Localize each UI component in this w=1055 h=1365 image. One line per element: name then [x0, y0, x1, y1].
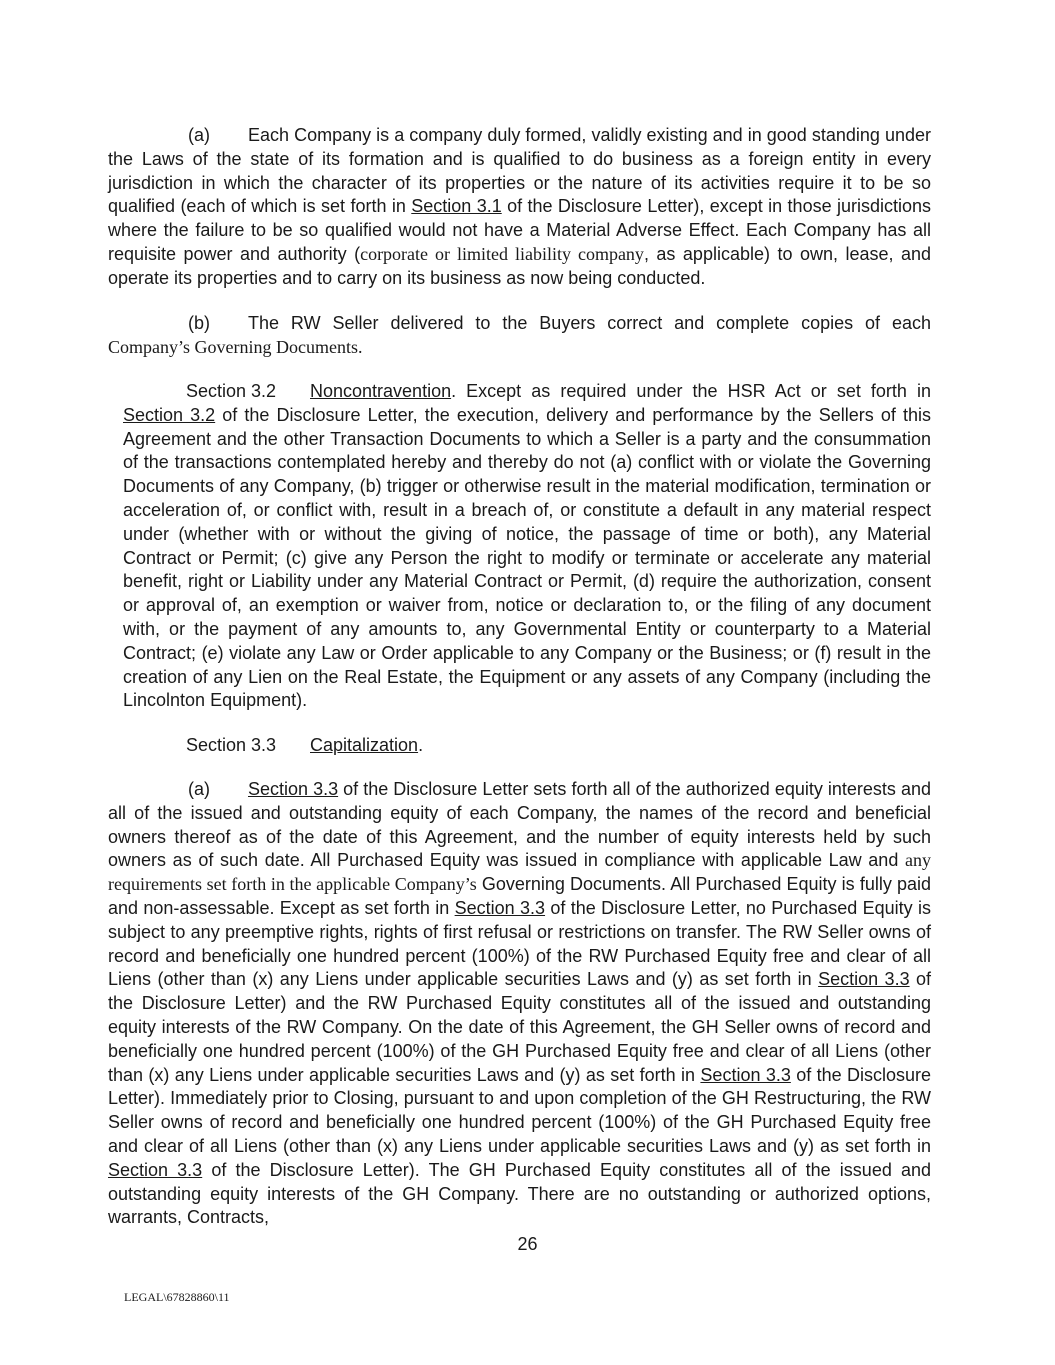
section-3-3-capitalization: Section 3.3 Capitalization. — [123, 734, 931, 758]
paragraph-3-3-a: (a) Section 3.3 of the Disclosure Letter sets forth all of the authorized equity interests and all of the issued and outstanding equity of each Company, the names of the record and beneficial owners thereof as of the date of this Agreement, and the number of equity interests held by such owners as of such date. All Purchased Equity was issued in compliance with applicable Law and any requirements set forth in the applicable Company’s Governing Documents. All Purchased Equity is fully paid and non-assessable. Except as set forth in Section 3.3 of the Disclosure Letter, no Purchased Equity is subject to any preemptive rights, rights of first refusal or restrictions on transfer. The RW Seller owns of record and beneficially one hundred percent (100%) of the RW Purchased Equity free and clear of all Liens (other than (x) any Liens under applicable securities Laws and (y) as set forth in Section 3.3 of the Disclosure Letter) and the RW Purchased Equity constitutes all of the issued and outstanding equity interests of the RW Company. On the date of this Agreement, the GH Seller owns of record and beneficially one hundred percent (100%) of the GH Purchased Equity free and clear of all Liens (other than (x) any Liens under applicable securities Laws and (y) as set forth in Section 3.3 of the Disclosure Letter). Immediately prior to Closing, pursuant to and upon completion of the GH Restructuring, the RW Seller owns of record and beneficially one hundred percent (100%) of the GH Purchased Equity free and clear of all Liens (other than (x) any Liens under applicable securities Laws and (y) as set forth in Section 3.3 of the Disclosure Letter). The GH Purchased Equity constitutes all of the issued and outstanding equity interests of the GH Company. There are no outstanding or authorized options, warrants, Contracts, — [108, 779, 932, 1228]
paragraph-label: (b) — [188, 313, 210, 333]
paragraph-label: (a) — [188, 125, 210, 145]
section-heading: Capitalization — [310, 735, 419, 755]
paragraph-3-1-a: (a) Each Company is a company duly formed, validly existing and in good standing under the Laws of the state of its formation and is qualified to do business as a foreign entity in every jurisdiction in which the character of its properties or the nature of its activities require it to be so qualified (each of which is set forth in Section 3.1 of the Disclosure Letter), except in those jurisdictions where the failure to be so qualified would not have a Material Adverse Effect. Each Company has all requisite power and authority (corporate or limited liability company, as applicable) to own, lease, and operate its properties and to carry on its business as now being conducted. — [108, 125, 932, 288]
section-reference: Section 3.3 — [248, 779, 339, 799]
section-reference: Section 3.3 — [454, 897, 546, 918]
section-number: Section 3.2 — [186, 381, 277, 401]
paragraph-label: (a) — [188, 779, 210, 799]
section-reference: Section 3.3 — [818, 969, 910, 990]
section-reference: Section 3.3 — [700, 1064, 791, 1085]
paragraph-3-1-b: (b) The RW Seller delivered to the Buyers correct and complete copies of each Company’s Governing Documents. — [108, 313, 931, 357]
section-3-2-noncontravention: Section 3.2 Noncontravention. Except as required under the HSR Act or set forth in Section 3.2 of the Disclosure Letter, the execution, delivery and performance by the Sellers of this Agreement and the other Transaction Documents to which a Seller is a party and the consummation of the transactions contemplated hereby and thereby do not (a) conflict with or violate the Governing Documents of any Company, (b) trigger or otherwise result in the material modification, termination or acceleration of, or conflict with, result in a breach of, or constitute a default in any material respect under (whether with or without the giving of notice, the passage of time or both), any Material Contract or Permit; (c) give any Person the right to modify or terminate or accelerate any material benefit, right or Liability under any Material Contract or Permit, (d) require the authorization, consent or approval of, an exemption or waiver from, notice or declaration to, or the filing of any document with, or the payment of any amounts to, any Governmental Entity or counterparty to a Material Contract; (e) violate any Law or Order applicable to any Company or the Business; or (f) result in the creation of any Lien on the Real Estate, the Equipment or any assets of any Company (including the Lincolnton Equipment). — [123, 381, 931, 711]
section-heading: Noncontravention — [310, 381, 452, 401]
section-reference: Section 3.1 — [411, 196, 502, 217]
document-footer-id: LEGAL\67828860\11 — [124, 1290, 230, 1304]
section-reference: Section 3.2 — [123, 404, 216, 425]
section-reference: Section 3.3 — [108, 1159, 203, 1180]
page-number: 26 — [517, 1234, 538, 1254]
section-number: Section 3.3 — [186, 735, 277, 755]
